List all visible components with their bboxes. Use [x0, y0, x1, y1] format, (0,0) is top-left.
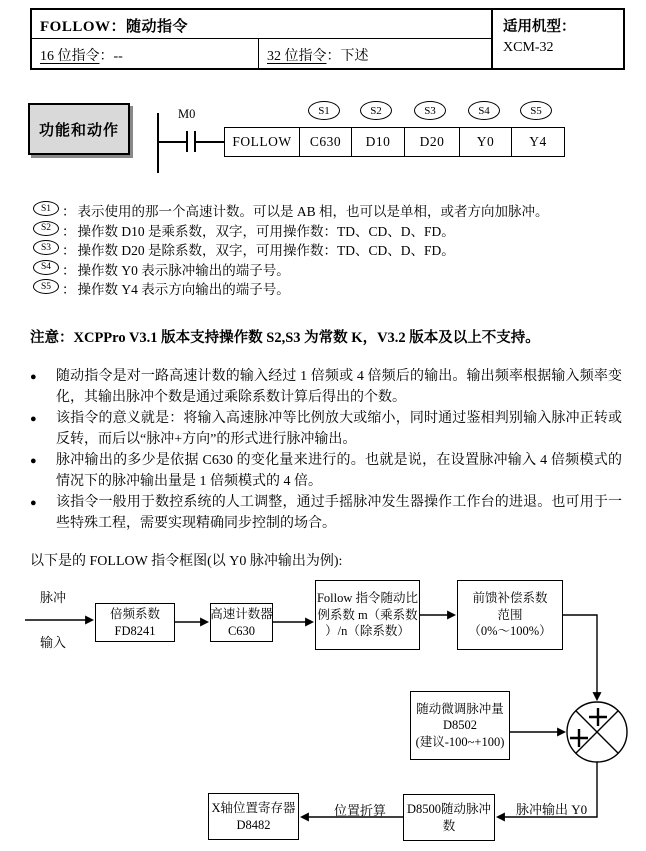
flow-box-line: （0%～100%）: [468, 624, 552, 639]
instruction-mnemonic-cell: FOLLOW: [232, 134, 292, 149]
pulse-output-label: 脉冲输出 Y0: [516, 802, 588, 817]
flow-box-line: D8502: [442, 718, 478, 733]
ladder-rail-line: [157, 113, 159, 173]
flow-box-line: ）/n（除系数）: [325, 624, 410, 639]
s4-separator: ：: [62, 262, 76, 278]
arrow-feedforward-to-sum: [563, 615, 597, 693]
bullet-text: 该指令一般用于数控系统的人工调整，通过手摇脉冲发生器操作工作台的进退。也可用于一些特殊工程，需要实现精确同步控制的场合。: [56, 495, 622, 531]
operand-description-list: [33, 200, 549, 298]
flow-box-line: 倍频系数: [109, 607, 160, 621]
operand-description-row: [33, 239, 549, 259]
bullet-item: [30, 450, 622, 492]
plus-sign-top: [589, 708, 607, 726]
flow-box-line: C630: [227, 623, 256, 638]
instruction-title: FOLLOW：随动指令: [32, 10, 491, 39]
flow-diagram-caption: 以下是的 FOLLOW 指令框图(以 Y0 脉冲输出为例):: [30, 554, 343, 569]
flow-box-frequency-coeff: [95, 603, 175, 642]
spec-32bit-label: 32 位指令: [267, 49, 327, 64]
bullet-marker: ●: [30, 497, 37, 509]
operand-description-row: [33, 259, 549, 279]
s5-description: 操作数 Y4 表示方向输出的端子号。: [77, 282, 290, 297]
bullet-text: 脉冲输出的多少是依据 C630 的变化量来进行的。也就是说，在设置脉冲输入 4 倍频模式的情况下的脉冲输出量是 1 倍频模式的 4 倍。: [56, 453, 622, 489]
applicable-model-cell: [491, 10, 623, 68]
operand-tag-s2: S2: [360, 101, 392, 120]
bullet-marker: ●: [30, 413, 37, 425]
operand-description-row: [33, 200, 549, 220]
contact-bar-left: [186, 131, 188, 152]
spec-32bit-cell: [259, 39, 491, 68]
flow-box-line: 高速计数器: [210, 607, 273, 621]
flow-box-line: D8482: [236, 817, 271, 832]
s3-separator: ：: [62, 243, 76, 258]
spec-16bit-value: ：--: [99, 49, 123, 64]
bullet-marker: ●: [30, 455, 37, 467]
s5-separator: ：: [62, 282, 76, 297]
operand-description-row: [33, 220, 549, 240]
operand-cell-s5: Y4: [511, 128, 564, 156]
pulse-input-label-top: 脉冲: [40, 590, 67, 605]
flow-box-highspeed-counter: [210, 603, 273, 642]
spec-32bit-value: ：下述: [326, 49, 369, 64]
flow-box-line: D8500随动脉冲: [406, 802, 492, 816]
instruction-spec-table: [30, 8, 625, 70]
operand-cell-s4: Y0: [459, 128, 511, 156]
contact-label: M0: [178, 107, 196, 121]
flow-box-position-register: [208, 793, 299, 840]
flow-box-line: 例系数 m（乘系数: [317, 607, 418, 622]
spec-16bit-cell: [32, 39, 259, 68]
flow-box-line: 随动微调脉冲量: [416, 701, 504, 716]
applicable-model-label: 适用机型：: [503, 19, 576, 35]
s2-separator: ：: [62, 223, 76, 239]
bullet-item: [30, 366, 622, 408]
spec-16bit-label: 16 位指令: [40, 49, 100, 64]
bullet-list: [30, 366, 622, 534]
s1-separator: ：: [62, 204, 76, 219]
operand-cell-s3: D20: [404, 128, 459, 156]
s1-description: 表示使用的那一个高速计数。可以是 AB 相，也可以是单相，或者方向加脉冲。: [77, 204, 549, 219]
bullet-marker: ●: [30, 371, 37, 383]
operand-description-row: [33, 278, 549, 298]
flow-box-trim-pulse: [410, 691, 510, 760]
operand-tag-s1: S1: [308, 101, 340, 120]
flow-box-line: (建议-100~+100): [415, 734, 505, 749]
operand-cell-s2: D10: [351, 128, 404, 156]
s3-description: 操作数 D20 是除系数，双字，可用操作数：TD、CD、D、FD。: [77, 243, 455, 258]
bullet-text: 该指令的意义就是：将输入高速脉冲等比例放大或缩小，同时通过鉴相判别输入脉冲正转或反转，而后以“脉冲+方向”的形式进行脉冲输出。: [56, 411, 622, 447]
s1-badge: S1: [33, 201, 59, 216]
bullet-text: 随动指令是对一路高速计数的输入经过 1 倍频或 4 倍频后的输出。输出频率根据输入频率变化，其输出脉冲个数是通过乘除系数计算后得出的个数。: [56, 369, 622, 405]
flow-box-line: 前馈补偿系数: [472, 591, 548, 606]
operand-cell-s1: C630: [299, 128, 351, 156]
flow-box-pulse-count: [403, 794, 495, 841]
operand-tag-s3: S3: [414, 101, 446, 120]
flow-box-line: X轴位置寄存器: [211, 801, 296, 815]
section-label-box: 功能和动作: [28, 103, 130, 155]
operand-tag-s4: S4: [468, 101, 500, 120]
s2-description: 操作数 D10 是乘系数，双字，可用操作数：TD、CD、D、FD。: [77, 223, 455, 239]
flow-box-line: Follow 指令随动比: [316, 591, 419, 606]
bullet-item: [30, 408, 622, 450]
s3-badge: S3: [33, 240, 59, 255]
note-text: 注意：XCPPro V3.1 版本支持操作数 S2,S3 为常数 K，V3.2 版本及以上不支持。: [30, 330, 540, 346]
s2-badge: S2: [33, 221, 59, 236]
bullet-item: [30, 492, 622, 534]
s4-description: 操作数 Y0 表示脉冲输出的端子号。: [77, 262, 290, 278]
flow-box-line: 范围: [497, 607, 523, 622]
instruction-block: [224, 127, 565, 157]
operand-tag-s5: S5: [520, 101, 552, 120]
pulse-input-label-bottom: 输入: [40, 635, 67, 650]
applicable-model-value: XCM-32: [503, 40, 554, 55]
s5-badge: S5: [33, 279, 59, 294]
flow-box-follow-ratio: [315, 580, 420, 650]
position-conversion-label: 位置折算: [334, 803, 387, 818]
flow-box-line: 数: [442, 818, 456, 833]
s4-badge: S4: [33, 260, 59, 275]
flow-box-line: FD8241: [114, 623, 156, 638]
ladder-wire-left: [157, 141, 186, 143]
flow-box-feedforward: [457, 580, 563, 650]
ladder-wire-right: [196, 141, 224, 143]
flow-diagram: [0, 575, 646, 851]
